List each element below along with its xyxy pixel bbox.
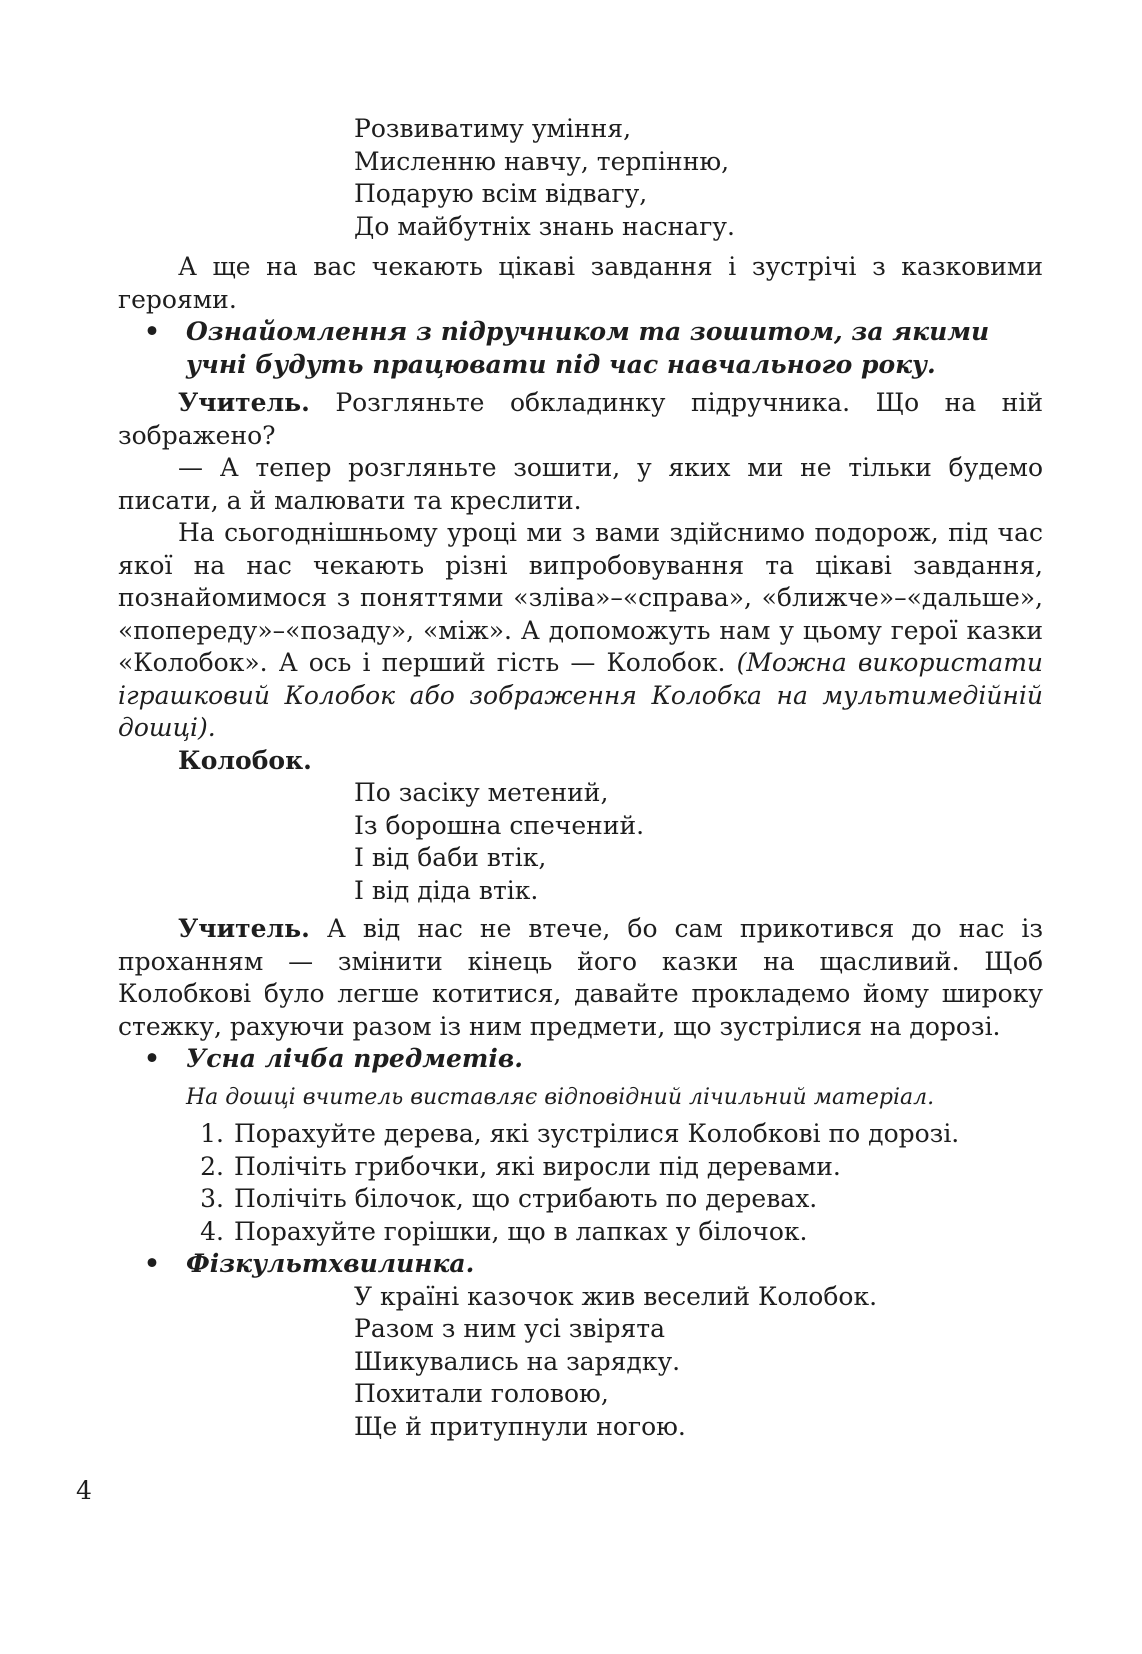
list-item: [186, 1118, 1043, 1151]
paragraph-text: А від нас не втече, бо сам прикотився до нас із проханням — змінити кінець його казки на щасливий. Щоб Колобкові було легше котитися, давайте прокладемо йому широку стежку, рахуючи разом із ним предмети, що зустрілися на дорозі.: [118, 914, 1043, 1041]
page-content: [118, 113, 1043, 1443]
task-list: [118, 1118, 1043, 1248]
verse-2: [118, 777, 1043, 907]
list-text: Порахуйте дерева, які зустрілися Колобкові по дорозі.: [234, 1119, 960, 1148]
verse-line: По засіку метений,: [354, 778, 609, 807]
speaker-kolobok: Колобок.: [178, 745, 312, 775]
instruction-note: На дошці вчитель виставляє відповідний лічильний матеріал.: [186, 1084, 935, 1110]
verse-line: І від діда втік.: [354, 875, 539, 905]
section-heading-textbook: [118, 316, 1046, 381]
section-heading-exercise: [118, 1248, 1043, 1281]
list-item: [186, 1216, 1043, 1249]
list-number: 2.: [200, 1151, 224, 1181]
list-item: [186, 1183, 1043, 1216]
list-number: 3.: [200, 1184, 224, 1213]
paragraph-text: Розгляньте обкладинку підручника. Що на ній зображено?: [118, 388, 1043, 450]
section-heading-counting: [118, 1043, 1043, 1076]
list-text: Порахуйте горішки, що в лапках у білочок.: [234, 1216, 808, 1246]
list-item: [186, 1151, 1043, 1184]
dash-paragraph: — А тепер розгляньте зошити, у яких ми не тільки будемо писати, а й малювати та креслити.: [118, 453, 1043, 515]
verse-1: [118, 113, 1043, 243]
section-heading-text: Фізкультхвилинка.: [186, 1249, 475, 1278]
verse-line: Шикувались на зарядку.: [354, 1346, 681, 1376]
speaker-label: Учитель.: [178, 388, 310, 417]
section-heading-text: Ознайомлення з підручником та зошитом, за якими учні будуть працювати під час навчального року.: [186, 317, 990, 379]
list-number: 1.: [200, 1119, 224, 1148]
verse-line: Розвиватиму уміння,: [354, 114, 632, 143]
list-text: Полічіть грибочки, які виросли під деревами.: [234, 1151, 841, 1181]
list-text: Полічіть білочок, що стрибають по деревах.: [234, 1184, 818, 1213]
verse-line: Подарую всім відвагу,: [354, 179, 648, 208]
section-heading-text: Усна лічба предметів.: [186, 1044, 523, 1073]
teacher-paragraph-1: [118, 387, 1043, 452]
bullet-icon: •: [144, 1249, 160, 1278]
verse-line: Ще й притупнули ногою.: [354, 1411, 686, 1441]
verse-line: До майбутніх знань наснагу.: [354, 211, 735, 241]
verse-line: І від баби втік,: [354, 843, 547, 872]
bullet-icon: •: [144, 1044, 160, 1073]
list-number: 4.: [200, 1216, 224, 1246]
verse-line: У країні казочок жив веселий Колобок.: [354, 1281, 878, 1311]
verse-3: [118, 1281, 1043, 1444]
teacher-paragraph-2: [118, 913, 1043, 1043]
verse-line: Разом з ним усі звірята: [354, 1314, 665, 1343]
page-number: 4: [76, 1476, 92, 1505]
speaker-label: Учитель.: [178, 914, 310, 943]
intro-paragraph: А ще на вас чекають цікаві завдання і зустрічі з казковими героями.: [118, 252, 1043, 314]
verse-line: Похитали головою,: [354, 1379, 609, 1408]
verse-line: Мисленню навчу, терпінню,: [354, 146, 730, 176]
verse-line: Із борошна спечений.: [354, 810, 645, 840]
bullet-icon: •: [144, 317, 160, 346]
paragraph-text: На сьогоднішньому уроці ми з вами здійснимо подорож, під час якої на нас чекають різні випробовування та цікаві завдання, познайомимося з поняттями «зліва»–«справа», «ближче»–«дальше», «попереду»–«позаду», «між». А допоможуть нам у цьому герої казки «Колобок». А ось і перший гість — Колобок.: [118, 518, 1043, 677]
stage-note: (Можна використати іграшковий Колобок або зображення Колобка на мультимедійній дошці).: [118, 648, 1044, 742]
journey-paragraph: [118, 517, 1043, 745]
